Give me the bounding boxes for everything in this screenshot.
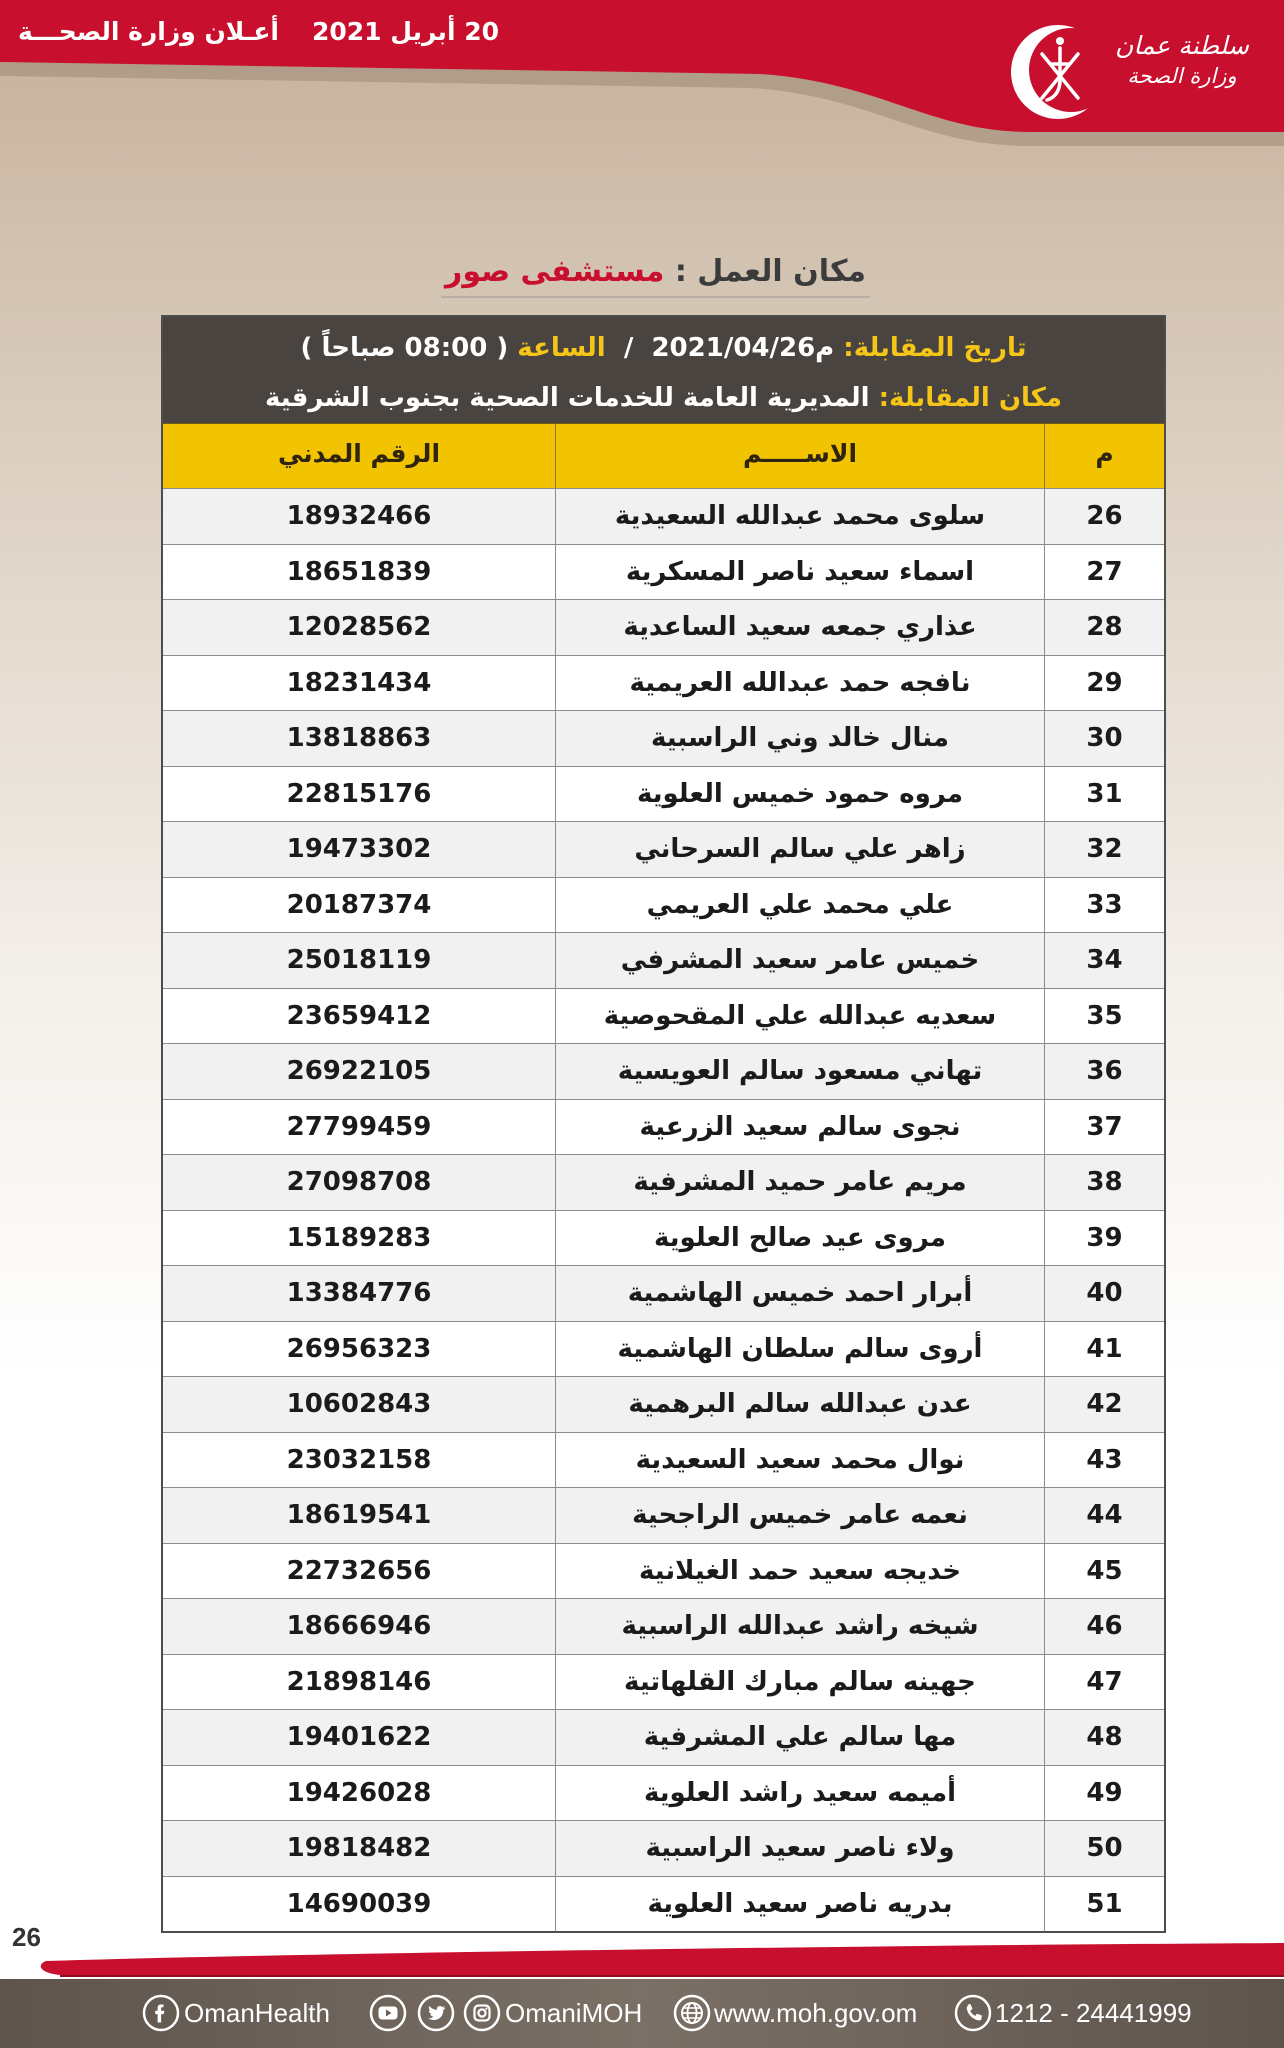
column-header-civil-number: الرقم المدني	[277, 439, 441, 468]
interview-place-value: المديرية العامة للخدمات الصحية بجنوب الشرقية	[264, 383, 870, 413]
civil-number: 18651839	[286, 556, 432, 587]
date-time-separator: /	[623, 333, 634, 363]
civil-number: 13818863	[286, 723, 432, 753]
candidate-name: علي محمد علي العريمي	[555, 878, 1044, 933]
table-row	[163, 1154, 1164, 1210]
civil-number: 18619541	[286, 1500, 432, 1530]
table-body	[163, 488, 1164, 1931]
row-number: 49	[1044, 1766, 1164, 1821]
row-number: 44	[1044, 1488, 1164, 1543]
youtube-icon	[369, 1994, 407, 2032]
workplace-underline	[441, 250, 870, 298]
table-row	[163, 1043, 1164, 1099]
candidate-name: جهينه سالم مبارك القلهاتية	[555, 1655, 1044, 1710]
table-row	[163, 1376, 1164, 1432]
table-row	[163, 488, 1164, 544]
table-column-headers	[163, 423, 1164, 488]
row-number: 29	[1044, 656, 1164, 711]
row-number: 27	[1044, 545, 1164, 600]
civil-number: 27098708	[286, 1167, 432, 1197]
civil-number: 26922105	[286, 1056, 432, 1086]
table-row	[163, 1543, 1164, 1599]
civil-number: 22732656	[286, 1555, 432, 1586]
table-row	[163, 655, 1164, 711]
civil-number: 26956323	[286, 1333, 432, 1364]
footer-swoosh	[0, 1935, 1284, 1977]
interview-date-value: 2021/04/26م	[651, 333, 835, 363]
page-number: 26	[12, 1922, 41, 1952]
row-number: 40	[1044, 1266, 1164, 1321]
row-number: 36	[1044, 1044, 1164, 1099]
candidate-name: خميس عامر سعيد المشرفي	[555, 933, 1044, 988]
table-row	[163, 932, 1164, 988]
table-row	[163, 988, 1164, 1044]
interview-info-header	[163, 317, 1164, 423]
workplace-value: مستشفى صور	[445, 254, 665, 289]
civil-number: 19473302	[286, 834, 432, 864]
table-row	[163, 1265, 1164, 1321]
table-row	[163, 1432, 1164, 1488]
logo-line-ministry: وزارة الصحة	[1127, 64, 1237, 88]
interview-time-label: الساعة	[517, 333, 606, 363]
table-row	[163, 1765, 1164, 1821]
table-row	[163, 599, 1164, 655]
row-number: 43	[1044, 1433, 1164, 1488]
civil-number: 18231434	[286, 667, 432, 698]
table-row	[163, 1598, 1164, 1654]
row-number: 42	[1044, 1377, 1164, 1432]
candidate-name: شيخه راشد عبدالله الراسبية	[555, 1599, 1044, 1654]
row-number: 26	[1044, 489, 1164, 544]
civil-number: 10602843	[286, 1389, 432, 1419]
interview-date-line	[163, 322, 1164, 374]
civil-number: 13384776	[286, 1278, 432, 1308]
civil-number: 18666946	[286, 1611, 432, 1641]
phone-icon	[954, 1994, 992, 2032]
row-number: 34	[1044, 933, 1164, 988]
candidates-table	[161, 315, 1166, 1933]
civil-number: 22815176	[286, 778, 432, 809]
facebook-icon	[142, 1994, 180, 2032]
table-row	[163, 766, 1164, 822]
phone-number: 1212 - 24441999	[995, 1998, 1192, 2028]
table-row	[163, 1654, 1164, 1710]
row-number: 48	[1044, 1710, 1164, 1765]
table-row	[163, 544, 1164, 600]
facebook-handle: OmanHealth	[184, 1998, 330, 2028]
row-number: 47	[1044, 1655, 1164, 1710]
candidate-name: عذاري جمعه سعيد الساعدية	[555, 600, 1044, 655]
table-row	[163, 1099, 1164, 1155]
table-row	[163, 1709, 1164, 1765]
candidate-name: مروى عيد صالح العلوية	[555, 1211, 1044, 1266]
candidate-name: نوال محمد سعيد السعيدية	[555, 1433, 1044, 1488]
announcement-date: 20 أبريل 2021	[312, 17, 500, 46]
row-number: 28	[1044, 600, 1164, 655]
civil-number: 14690039	[286, 1888, 432, 1919]
candidate-name: زاهر علي سالم السرحاني	[555, 822, 1044, 877]
civil-number: 25018119	[286, 945, 432, 975]
candidate-name: مروه حمود خميس العلوية	[555, 767, 1044, 822]
candidate-name: عدن عبدالله سالم البرهمية	[555, 1377, 1044, 1432]
announcement-title: أعـلان وزارة الصحـــة	[18, 17, 279, 46]
civil-number: 15189283	[286, 1222, 432, 1253]
row-number: 39	[1044, 1211, 1164, 1266]
candidate-name: نجوى سالم سعيد الزرعية	[555, 1100, 1044, 1155]
globe-icon	[673, 1994, 711, 2032]
logo-line-sultanate: سلطنة عمان	[1115, 31, 1249, 60]
twitter-icon	[417, 1994, 455, 2032]
social-handle: OmaniMOH	[505, 1998, 643, 2028]
table-row	[163, 821, 1164, 877]
table-row	[163, 1820, 1164, 1876]
ministry-logo-text	[1102, 30, 1262, 90]
workplace-heading	[445, 250, 870, 298]
row-number: 45	[1044, 1544, 1164, 1599]
table-row	[163, 1876, 1164, 1932]
civil-number: 19426028	[286, 1777, 432, 1808]
column-header-number: م	[1044, 424, 1164, 488]
table-row	[163, 1487, 1164, 1543]
workplace-label: مكان العمل :	[674, 254, 866, 289]
row-number: 50	[1044, 1821, 1164, 1876]
instagram-icon	[463, 1994, 501, 2032]
row-number: 41	[1044, 1322, 1164, 1377]
civil-number: 27799459	[286, 1111, 432, 1142]
interview-place-label: مكان المقابلة:	[878, 383, 1063, 413]
row-number: 30	[1044, 711, 1164, 766]
candidate-name: منال خالد وني الراسبية	[555, 711, 1044, 766]
interview-place-line	[163, 374, 1164, 422]
candidate-name: نعمه عامر خميس الراجحية	[555, 1488, 1044, 1543]
civil-number: 19818482	[286, 1833, 432, 1863]
row-number: 33	[1044, 878, 1164, 933]
candidate-name: أميمه سعيد راشد العلوية	[555, 1766, 1044, 1821]
candidate-name: سعديه عبدالله علي المقحوصية	[555, 989, 1044, 1044]
candidate-name: أروى سالم سلطان الهاشمية	[555, 1322, 1044, 1377]
candidate-name: اسماء سعيد ناصر المسكرية	[555, 545, 1044, 600]
row-number: 46	[1044, 1599, 1164, 1654]
candidate-name: تهاني مسعود سالم العويسية	[555, 1044, 1044, 1099]
candidate-name: سلوى محمد عبدالله السعيدية	[555, 489, 1044, 544]
civil-number: 19401622	[286, 1722, 432, 1752]
table-row	[163, 877, 1164, 933]
civil-number: 21898146	[286, 1666, 432, 1697]
interview-time-value: ( 08:00 صباحاً )	[300, 333, 509, 363]
table-row	[163, 1210, 1164, 1266]
row-number: 32	[1044, 822, 1164, 877]
civil-number: 12028562	[286, 612, 432, 642]
interview-date-label: تاريخ المقابلة:	[843, 333, 1027, 363]
row-number: 35	[1044, 989, 1164, 1044]
row-number: 38	[1044, 1155, 1164, 1210]
row-number: 31	[1044, 767, 1164, 822]
candidate-name: بدريه ناصر سعيد العلوية	[555, 1877, 1044, 1932]
candidate-name: مريم عامر حميد المشرفية	[555, 1155, 1044, 1210]
table-row	[163, 1321, 1164, 1377]
civil-number: 20187374	[286, 889, 432, 920]
civil-number: 18932466	[286, 501, 432, 531]
candidate-name: مها سالم علي المشرفية	[555, 1710, 1044, 1765]
column-header-name: الاســـــم	[555, 424, 1044, 488]
civil-number: 23659412	[286, 1000, 432, 1031]
candidate-name: خديجه سعيد حمد الغيلانية	[555, 1544, 1044, 1599]
civil-number: 23032158	[286, 1444, 432, 1475]
row-number: 37	[1044, 1100, 1164, 1155]
website-url: www.moh.gov.om	[714, 1998, 918, 2028]
footer-bar	[0, 1979, 1284, 2048]
candidate-name: نافجه حمد عبدالله العريمية	[555, 656, 1044, 711]
row-number: 51	[1044, 1877, 1164, 1932]
candidate-name: ولاء ناصر سعيد الراسبية	[555, 1821, 1044, 1876]
table-row	[163, 710, 1164, 766]
candidate-name: أبرار احمد خميس الهاشمية	[555, 1266, 1044, 1321]
